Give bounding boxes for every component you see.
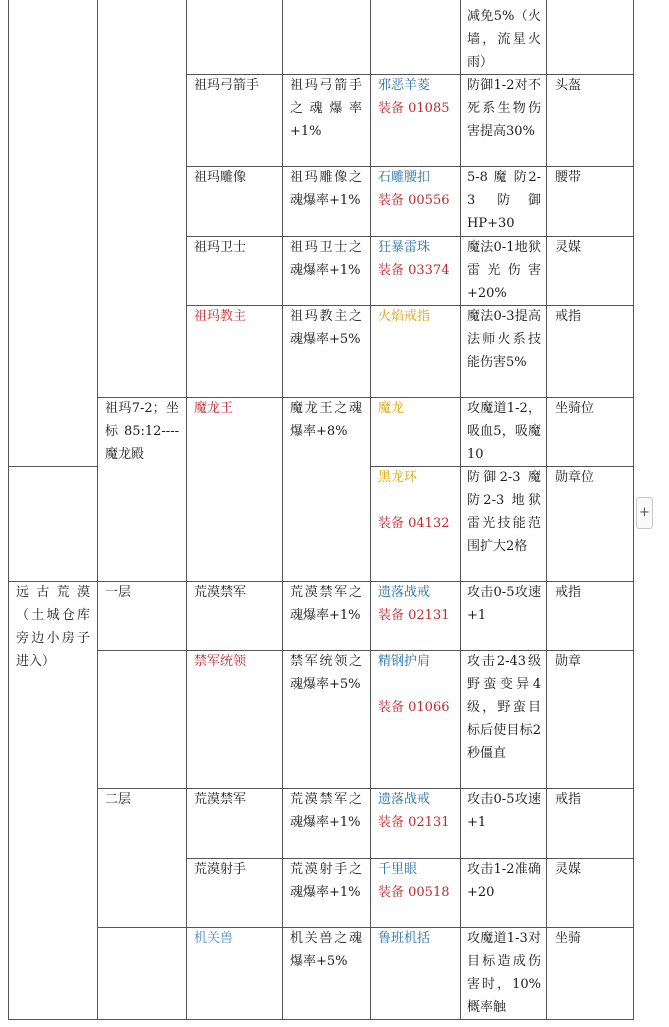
floor-cell: 一层 bbox=[105, 585, 132, 600]
monster-cell: 禁军统领 bbox=[194, 654, 247, 669]
effect-cell: 5-8 魔 防2-3 防御HP+30 bbox=[467, 170, 541, 231]
slot-cell: 灵媒 bbox=[555, 240, 582, 255]
monster-cell: 祖玛教主 bbox=[194, 309, 247, 324]
soul-cell: 祖玛雕像之魂爆率+1% bbox=[290, 170, 362, 208]
soul-cell: 荒漠禁军之魂爆率+1% bbox=[290, 585, 362, 623]
monster-cell: 祖玛弓箭手 bbox=[194, 78, 260, 93]
floor-cell: 二层 bbox=[105, 792, 132, 807]
item-code-cell: 装备 02131 bbox=[378, 815, 450, 830]
grid-line bbox=[8, 0, 9, 1020]
item-code-cell: 装备 01085 bbox=[378, 101, 450, 116]
expand-button[interactable] bbox=[636, 497, 653, 529]
effect-cell: 防御1-2对不死系生物伤害提高30% bbox=[467, 78, 541, 139]
slot-cell: 坐骑位 bbox=[555, 401, 595, 416]
item-cell: 魔龙 bbox=[378, 401, 405, 416]
item-code-cell: 装备 00518 bbox=[378, 885, 450, 900]
location-cell: 祖玛7-2；坐标85:12----魔龙殿 bbox=[105, 401, 179, 462]
item-cell: 遗落战戒 bbox=[378, 792, 431, 807]
monster-cell: 荒漠禁军 bbox=[194, 585, 247, 600]
item-code-cell: 装备 04132 bbox=[378, 516, 450, 531]
grid-line bbox=[97, 927, 634, 928]
grid-line bbox=[546, 0, 547, 1020]
effect-cell: 减免5%（火墙，流星火雨） bbox=[467, 9, 541, 70]
grid-line bbox=[97, 0, 98, 1020]
soul-cell: 魔龙王之魂爆率+8% bbox=[290, 401, 362, 439]
item-code-cell: 装备 02131 bbox=[378, 608, 450, 623]
item-cell: 火焰戒指 bbox=[378, 309, 431, 324]
soul-cell: 荒漠禁军之魂爆率+1% bbox=[290, 792, 362, 830]
monster-cell: 祖玛卫士 bbox=[194, 240, 247, 255]
monster-cell: 荒漠禁军 bbox=[194, 792, 247, 807]
slot-cell: 腰带 bbox=[555, 170, 582, 185]
map-cell: 远古荒漠（土城仓库旁边小房子进入） bbox=[16, 585, 90, 669]
effect-cell: 攻击0-5攻速+1 bbox=[467, 585, 541, 623]
item-cell: 黑龙环 bbox=[378, 470, 418, 485]
grid-line bbox=[282, 0, 283, 1020]
soul-cell: 祖玛教主之魂爆率+5% bbox=[290, 309, 362, 347]
item-cell: 鲁班机括 bbox=[378, 931, 431, 946]
item-cell: 遗落战戒 bbox=[378, 585, 431, 600]
grid-line bbox=[186, 0, 187, 1020]
item-cell: 精钢护肩 bbox=[378, 654, 431, 669]
slot-cell: 勋章 bbox=[555, 654, 582, 669]
effect-cell: 魔法0-3提高法师火系技能伤害5% bbox=[467, 309, 541, 370]
item-cell: 邪恶羊菱 bbox=[378, 78, 431, 93]
monster-cell: 机关兽 bbox=[194, 931, 234, 946]
effect-cell: 攻击2-43级野蛮变异4级，野蛮目标后使目标2秒僵直 bbox=[467, 654, 541, 761]
slot-cell: 头盔 bbox=[555, 78, 582, 93]
effect-cell: 攻击1-2准确+20 bbox=[467, 862, 541, 900]
soul-cell: 祖玛卫士之魂爆率+1% bbox=[290, 240, 362, 278]
monster-cell: 荒漠射手 bbox=[194, 862, 247, 877]
grid-line bbox=[97, 650, 634, 651]
item-code-cell: 装备 01066 bbox=[378, 700, 450, 715]
soul-cell: 荒漠射手之魂爆率+1% bbox=[290, 862, 362, 900]
soul-cell: 禁军统领之魂爆率+5% bbox=[290, 654, 362, 692]
plus-icon: + bbox=[639, 505, 650, 520]
effect-cell: 防御2-3 魔防2-3 地狱雷光技能范围扩大2格 bbox=[467, 470, 541, 554]
effect-cell: 攻魔道1-3对目标造成伤害时，10%概率触 bbox=[467, 931, 541, 1015]
slot-cell: 戒指 bbox=[555, 585, 582, 600]
slot-cell: 戒指 bbox=[555, 792, 582, 807]
effect-cell: 攻击0-5攻速+1 bbox=[467, 792, 541, 830]
slot-cell: 坐骑 bbox=[555, 931, 582, 946]
grid-line bbox=[8, 466, 98, 467]
grid-line bbox=[370, 0, 371, 1020]
slot-cell: 勋章位 bbox=[555, 470, 595, 485]
grid-line bbox=[8, 1019, 634, 1020]
soul-cell: 机关兽之魂爆率+5% bbox=[290, 931, 362, 969]
item-code-cell: 装备 03374 bbox=[378, 263, 450, 278]
item-cell: 狂暴雷珠 bbox=[378, 240, 431, 255]
effect-cell: 魔法0-1地狱雷光伤害+20% bbox=[467, 240, 541, 301]
grid-line bbox=[460, 0, 461, 1020]
slot-cell: 灵媒 bbox=[555, 862, 582, 877]
soul-cell: 祖玛弓箭手之魂爆率+1% bbox=[290, 78, 362, 139]
slot-cell: 戒指 bbox=[555, 309, 582, 324]
monster-cell: 魔龙王 bbox=[194, 401, 234, 416]
effect-cell: 攻魔道1-2，吸血5，吸魔10 bbox=[467, 401, 541, 462]
monster-cell: 祖玛雕像 bbox=[194, 170, 247, 185]
grid-line bbox=[633, 0, 634, 1020]
item-code-cell: 装备 00556 bbox=[378, 193, 450, 208]
item-cell: 石雕腰扣 bbox=[378, 170, 431, 185]
item-cell: 千里眼 bbox=[378, 862, 418, 877]
